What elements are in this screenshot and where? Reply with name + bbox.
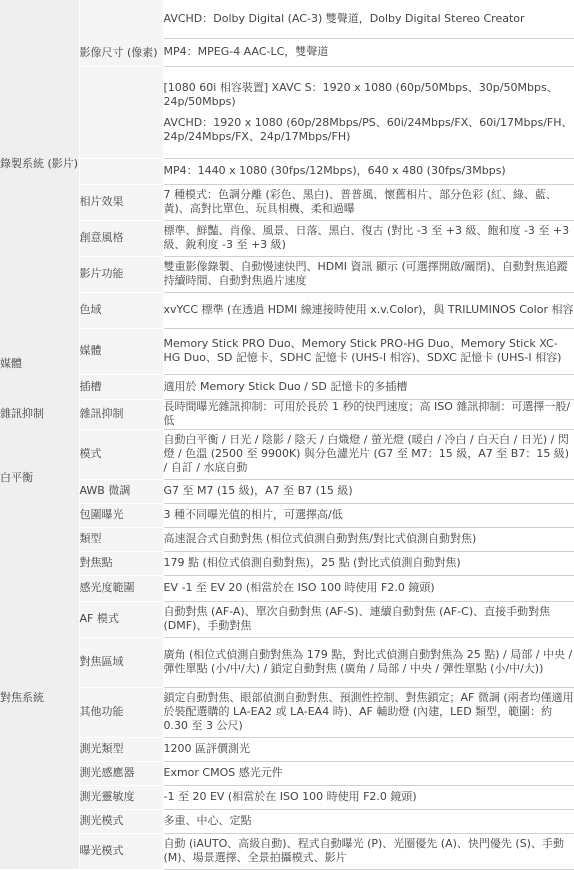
spec-row-metering-sensitivity (0, 785, 574, 809)
spec-row-af-mode (0, 601, 574, 637)
category-noise: 雜訊抑制 (0, 399, 79, 429)
spec-value-effects: 7 種模式：色調分離 (彩色、黑白)、普普風、懷舊相片、部分色彩 (紅、綠、藍、黃)、高對比單色、玩具相機、柔和過曝 (163, 184, 574, 220)
spec-value-exposure-mode: 自動 (iAUTO、高級自動)、程式自動曝光 (P)、光圈優先 (A)、快門優先 (S)、手動 (M)、場景選擇、全景拍攝模式、影片 (163, 833, 574, 869)
spec-label-af-mode: AF 模式 (79, 601, 163, 637)
spec-row-effects (0, 184, 574, 220)
spec-label-focus-sensitivity: 感光度範圍 (79, 575, 163, 601)
spec-row-focus-area (0, 637, 574, 687)
spec-row-focus-points (0, 551, 574, 575)
spec-label-focus-area: 對焦區域 (79, 637, 163, 687)
spec-value-metering-sensor: Exmor CMOS 感光元件 (163, 761, 574, 785)
spec-label-awb: AWB 微調 (79, 479, 163, 503)
category-wb: 白平衡 (0, 429, 79, 527)
spec-value-creative-style: 標準、鮮豔、肖像、風景、日落、黑白、復古 (對比 -3 至 +3 級、飽和度 -3 至 +3 級、銳利度 -3 至 +3 級) (163, 220, 574, 256)
spec-value-movie-functions: 雙重影像錄製、自動慢速快門、HDMI 資訊 顯示 (可選擇開啟/關閉)、自動對焦追蹤持續時間、自動對焦過片速度 (163, 256, 574, 292)
spec-value-af-mode: 自動對焦 (AF-A)、單次自動對焦 (AF-S)、連續自動對焦 (AF-C)、直接手動對焦 (DMF)、手動對焦 (163, 601, 574, 637)
spec-row-image-size-mp4 (0, 158, 574, 184)
category-media: 媒體 (0, 328, 79, 399)
spec-value-focus-sensitivity: EV -1 至 EV 20 (相當於在 ISO 100 時使用 F2.0 鏡頭) (163, 575, 574, 601)
spec-value-focus-area: 廣角 (相位式偵測自動對焦為 179 點，對比式偵測自動對焦為 25 點) / 局部 / 中央 / 彈性單點 (小/中/大) / 鎖定自動對焦 (廣角 / 局部 / 中央 / 彈性單點 (小/中/大)) (163, 637, 574, 687)
spec-value-wb-mode: 自動白平衡 / 日光 / 陰影 / 陰天 / 白熾燈 / 螢光燈 (暖白 / 冷白 / 白天白 / 日光) / 閃燈 / 色溫 (2500 至 9900K) 與分色濾光片 (G7 至 M7：15 級，A7 至 B7：15 級) / 自訂 / 水底自動 (163, 429, 574, 479)
spec-label-media: 媒體 (79, 328, 163, 374)
spec-label-wb-mode: 模式 (79, 429, 163, 479)
spec-row-color-space (0, 292, 574, 328)
spec-value-metering-sensitivity: -1 至 20 EV (相當於在 ISO 100 時使用 F2.0 鏡頭) (163, 785, 574, 809)
spec-value-focus-type: 高速混合式自動對焦 (相位式偵測自動對焦/對比式偵測自動對焦) (163, 527, 574, 551)
spec-label-metering-sensor: 測光感應器 (79, 761, 163, 785)
spec-value-metering-mode: 多重、中心、定點 (163, 809, 574, 833)
spec-value-audio: AVCHD：Dolby Digital (AC-3) 雙聲道，Dolby Digital Stereo Creator (163, 0, 574, 38)
spec-value-media: Memory Stick PRO Duo、Memory Stick PRO-HG Duo、Memory Stick XC-HG Duo、SD 記憶卡、SDHC 記憶卡 (UHS-I 相容)、SDXC 記憶卡 (UHS-I 相容) (163, 328, 574, 374)
spec-row-metering-sensor (0, 761, 574, 785)
spec-row-metering-mode (0, 809, 574, 833)
spec-row-metering-type (0, 737, 574, 761)
spec-row-media (0, 328, 574, 374)
spec-value-focus-other: 鎖定自動對焦、眼部偵測自動對焦、預測性控制、對焦鎖定；AF 微調 (兩者均僅適用於裝配選購的 LA-EA2 或 LA-EA4 時)、AF 輔助燈 (內建，LED 類型，範圍：約 0.30 至 3 公尺) (163, 687, 574, 737)
spec-row-audio (0, 0, 574, 38)
spec-value-focus-points: 179 點 (相位式偵測自動對焦)，25 點 (對比式偵測自動對焦) (163, 551, 574, 575)
spec-label-focus-points: 對焦點 (79, 551, 163, 575)
category-recording: 錄製系統 (影片) (0, 0, 79, 328)
spec-row-slot (0, 374, 574, 399)
spec-row-awb (0, 479, 574, 503)
spec-row-exposure-mode (0, 833, 574, 869)
spec-label-focus-other: 其他功能 (79, 687, 163, 737)
spec-value-metering-type: 1200 區評價測光 (163, 737, 574, 761)
spec-label-color-space: 色域 (79, 292, 163, 328)
spec-label-exposure-mode: 曝光模式 (79, 833, 163, 869)
spec-label-metering-sensitivity: 測光靈敏度 (79, 785, 163, 809)
spec-row-bracket (0, 503, 574, 527)
spec-label-creative-style: 創意風格 (79, 220, 163, 256)
spec-label-bracket: 包圍曝光 (79, 503, 163, 527)
spec-row-wb-mode (0, 429, 574, 479)
category-focus: 對焦系統 (0, 527, 79, 869)
spec-row-focus-other (0, 687, 574, 737)
spec-row-image-size (0, 66, 574, 158)
spec-value-bracket: 3 種不同曝光值的相片，可選擇高/低 (163, 503, 574, 527)
spec-label-image-size: 影像尺寸 (像素) (79, 0, 163, 66)
spec-row-creative-style (0, 220, 574, 256)
spec-label-metering-type: 測光類型 (79, 737, 163, 761)
spec-label-metering-mode: 測光模式 (79, 809, 163, 833)
spec-row-noise (0, 399, 574, 429)
spec-label-movie-functions: 影片功能 (79, 256, 163, 292)
spec-row-focus-sensitivity (0, 575, 574, 601)
spec-value-color-space: xvYCC 標準 (在透過 HDMI 線連接時使用 x.v.Color)，與 TRILUMINOS Color 相容 (163, 292, 574, 328)
spec-value-awb: G7 至 M7 (15 級)，A7 至 B7 (15 級) (163, 479, 574, 503)
spec-value-image-size: [1080 60i 相容裝置] XAVC S：1920 x 1080 (60p/50Mbps、30p/50Mbps、24p/50Mbps) AVCHD：1920 x 1080 (60p/28Mbps/PS、60i/24Mbps/FX、60i/17Mbps/FH、24p/24Mbps/FX、24p/17Mbps/FH) (163, 66, 574, 158)
spec-label-effects: 相片效果 (79, 184, 163, 220)
spec-label-slot: 插槽 (79, 374, 163, 399)
spec-label-focus-type: 類型 (79, 527, 163, 551)
spec-value-slot: 適用於 Memory Stick Duo / SD 記憶卡的多插槽 (163, 374, 574, 399)
spec-row-movie-functions (0, 256, 574, 292)
spec-label-image-size-cont (79, 66, 163, 158)
spec-value-noise: 長時間曝光雜訊抑制：可用於長於 1 秒的快門速度；高 ISO 雜訊抑制：可選擇一般/低 (163, 399, 574, 429)
spec-row-focus-type (0, 527, 574, 551)
spec-value-image-size-mp4: MP4：1440 x 1080 (30fps/12Mbps)，640 x 480 (30fps/3Mbps) (163, 158, 574, 184)
spec-value-audio-mp4: MP4：MPEG-4 AAC-LC，雙聲道 (163, 38, 574, 66)
spec-label-noise: 雜訊抑制 (79, 399, 163, 429)
